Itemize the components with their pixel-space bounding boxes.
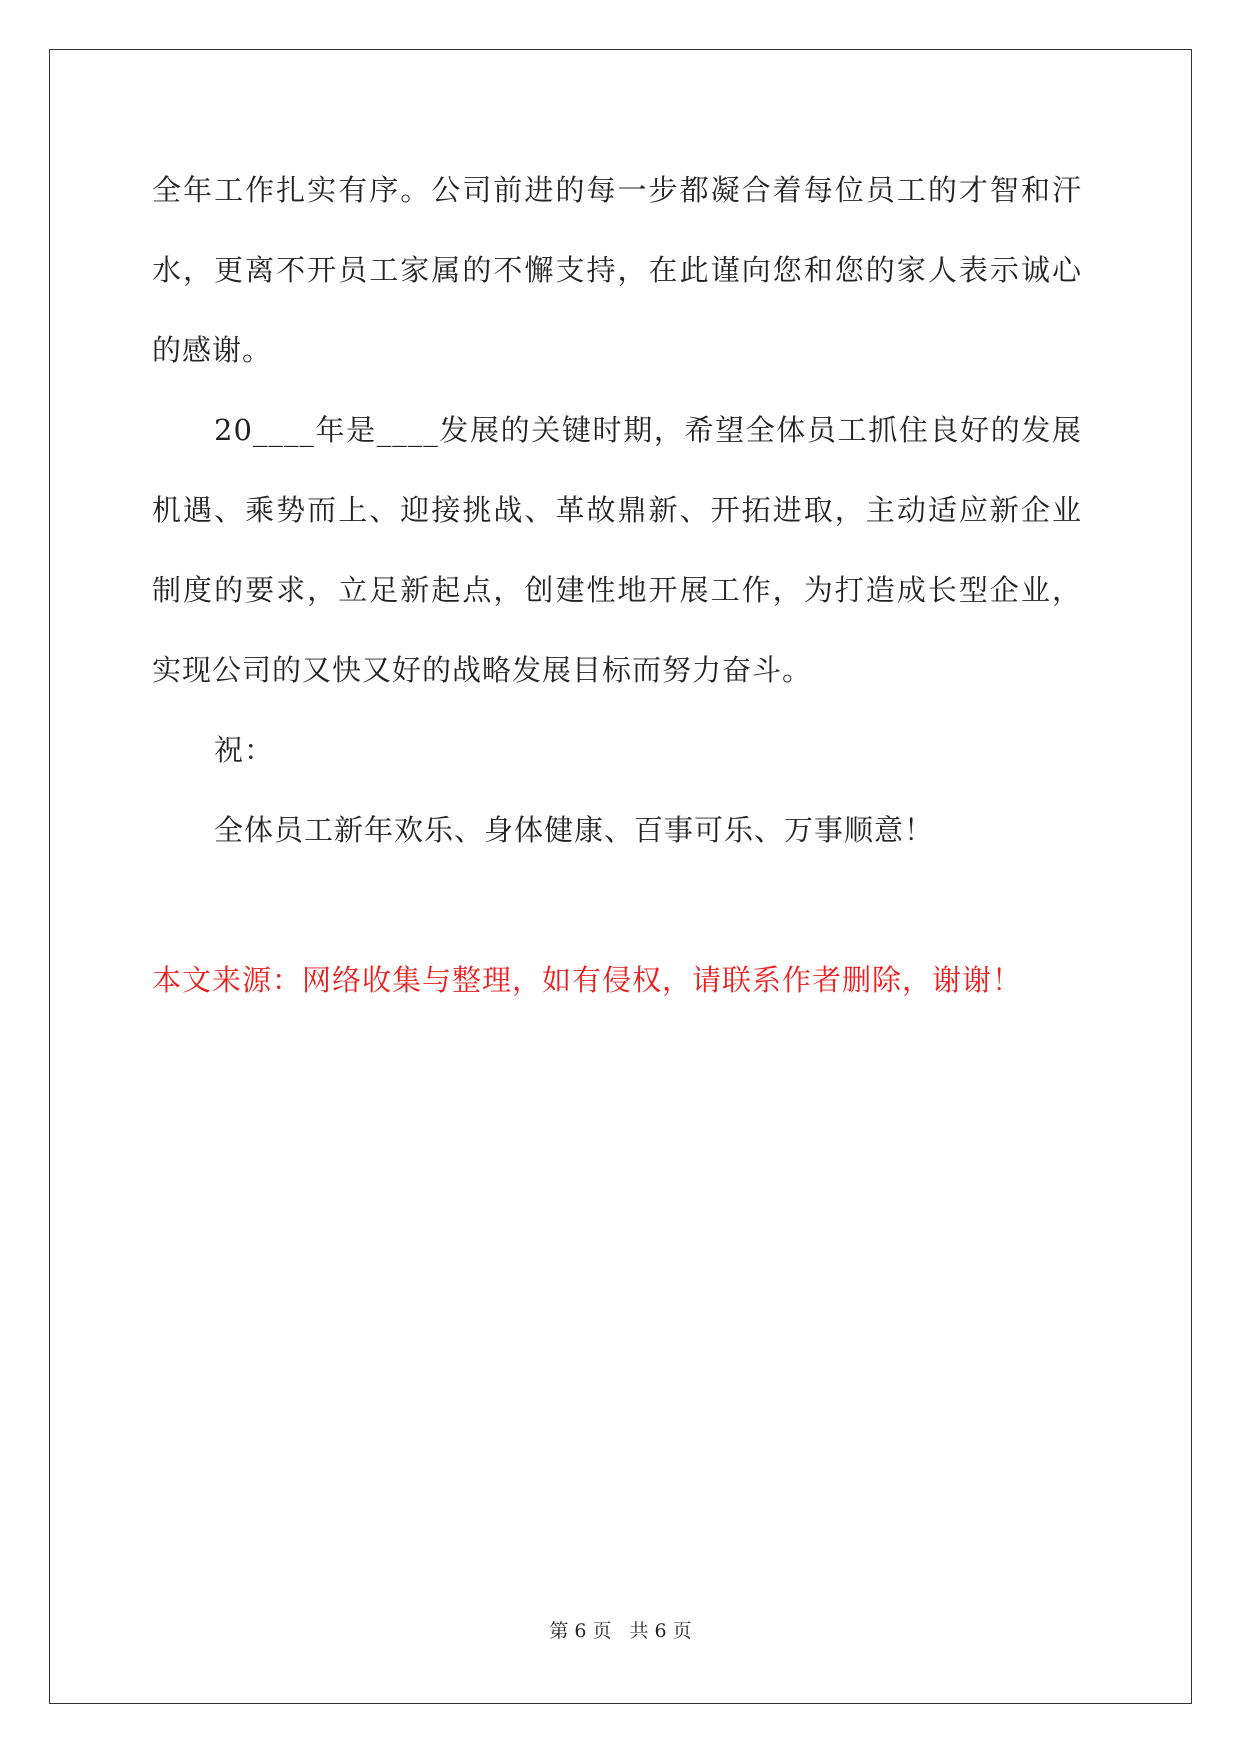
paragraph-2-line-1: 20____年是____发展的关键时期，希望全体员工抓住良好的发展: [214, 413, 1082, 447]
page-border: [49, 49, 1192, 1704]
paragraph-2-line-3: 制度的要求，立足新起点，创建性地开展工作，为打造成长型企业，: [152, 573, 1082, 607]
page-number: 第 6 页: [549, 1620, 612, 1642]
paragraph-1-line-3: 的感谢。: [152, 333, 273, 367]
paragraph-1-line-2: 水，更离不开员工家属的不懈支持，在此谨向您和您的家人表示诚心: [152, 253, 1082, 287]
paragraph-2-line-2: 机遇、乘势而上、迎接挑战、革故鼎新、开拓进取，主动适应新企业: [152, 493, 1082, 527]
paragraph-2-line-4: 实现公司的又快又好的战略发展目标而努力奋斗。: [152, 653, 813, 687]
page-total: 共 6 页: [629, 1620, 692, 1642]
paragraph-1-line-1: 全年工作扎实有序。公司前进的每一步都凝合着每位员工的才智和汗: [152, 173, 1082, 207]
page-footer: [0, 1619, 1241, 1643]
greeting: 祝：: [214, 733, 275, 767]
source-note: 本文来源：网络收集与整理，如有侵权，请联系作者删除，谢谢！: [152, 963, 1023, 997]
new-year-wishes: 全体员工新年欢乐、身体健康、百事可乐、万事顺意！: [214, 813, 935, 847]
